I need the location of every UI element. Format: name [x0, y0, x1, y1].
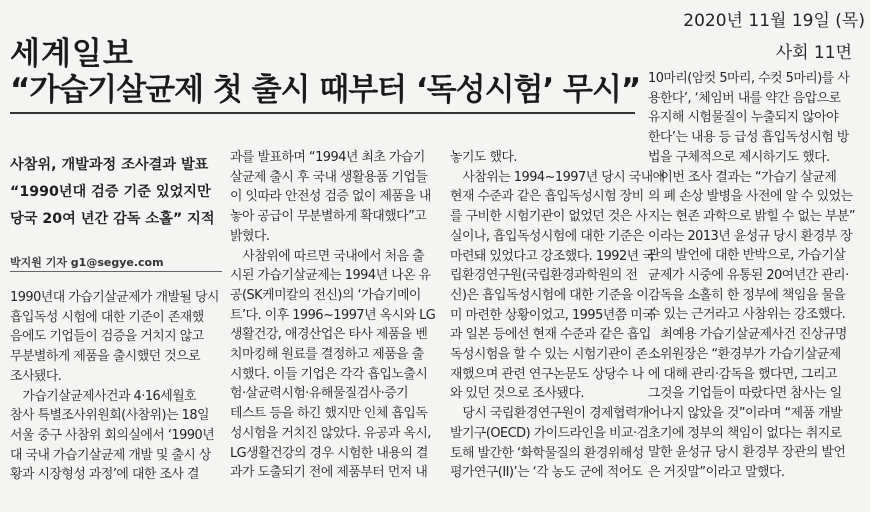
text-line: 1990년대 가습기살균제가 개발될 당시	[10, 290, 219, 305]
text-line: 참사 특별조사위원회(사참위)는 18일	[10, 408, 209, 424]
text-line: 최예용 가습기살균제사건 진상규명	[648, 327, 847, 343]
text-line: 법을 구체적으로 제시하기도 했다.	[648, 149, 830, 165]
text-line: 그것을 기업들이 따랐다면 참사는 일	[648, 386, 842, 402]
article-subhead	[10, 152, 225, 233]
text-line: 어나지 않았을 것”이라며 “제품 개발	[648, 405, 843, 421]
text-line: 성시험을 거치진 않았다. 유공과 옥시,	[230, 425, 431, 441]
text-line: 대 국내 가습기살균제 개발 및 출시 상	[10, 447, 211, 463]
text-line: 밝혔다.	[230, 228, 270, 244]
text-line: 용한다’, ‘체임버 내를 약간 음압으로	[648, 90, 841, 106]
text-line: 초기에 정부의 책임이 없다는 취지로	[648, 425, 842, 441]
text-line: 수 있는 근거라고 사참위는 강조했다.	[648, 307, 846, 323]
article-headline: “가습기살균제 첫 출시 때부터 ‘독성시험’ 무시”	[10, 72, 641, 108]
text-line: 은 거짓말”이라고 말했다.	[648, 465, 785, 481]
text-line: 시했다. 이들 기업은 각각 흡입노출시	[230, 366, 428, 382]
text-line: 10마리(암컷 5마리, 수컷 5마리)를 사	[648, 71, 850, 86]
text-line: 립환경연구원(국립환경과학원의 전	[450, 268, 638, 284]
text-line: 시된 가습기살균제는 1994년 나온 유	[230, 268, 431, 284]
text-line: 이 잇따라 안전성 검증 없이 제품을 내	[230, 189, 431, 205]
publication-date: 2020년 11월 19일 (목)	[683, 11, 865, 31]
article-column-4	[648, 69, 858, 483]
subhead-line: “1990년대 검증 기준 있었지만	[10, 184, 211, 200]
text-line: 살균제 출시 후 국내 생활용품 기업들	[230, 169, 428, 185]
text-line: 가습기살균제사건과 4·16세월호	[10, 388, 197, 404]
text-line: 독성시험을 할 수 있는 시험기관이 존	[450, 347, 648, 363]
byline-divider	[10, 271, 222, 272]
article-column-3	[450, 148, 665, 483]
text-line: 발기구(OECD) 가이드라인을 비교·검	[450, 425, 649, 441]
text-line: LG생활건강의 경우 시험한 내용의 결	[230, 445, 428, 461]
headline-divider	[10, 112, 635, 114]
text-line: 과가 도출되기 전에 제품부터 먼저 내	[230, 465, 428, 481]
text-line: 황과 시장형성 과정’에 대한 조사 결	[10, 467, 199, 483]
text-line: 실이나, 흡입독성시험에 대한 기준은	[450, 228, 644, 244]
text-line: 와 있던 것으로 조사됐다.	[450, 386, 584, 402]
text-line: 마련돼 있었다고 강조했다. 1992년 국	[450, 248, 655, 264]
text-line: 현재 수준과 같은 흡입독성시험 장비	[450, 189, 644, 205]
text-line: 이라는 2013년 윤성규 당시 환경부 장	[648, 228, 853, 244]
text-line: 험·살균력시험·유해물질검사·증기	[230, 386, 409, 402]
subhead-line: 당국 20여 년간 감독 소홀” 지적	[10, 211, 215, 227]
text-line: 사참위는 1994∼1997년 당시 국내에	[450, 169, 665, 185]
article-column-1	[10, 288, 222, 485]
text-line: 조사됐다.	[10, 368, 62, 384]
text-line: 감독을 소홀히 한 정부에 책임을 물을	[648, 287, 846, 303]
text-line: 당시 국립환경연구원이 경제협력개	[450, 406, 649, 422]
text-line: 재했으며 관련 연구논문도 상당수 나	[450, 366, 644, 382]
text-line: 생활건강, 애경산업은 타사 제품을 벤	[230, 327, 428, 343]
subhead-line: 사참위, 개발과정 조사결과 발표	[10, 157, 209, 173]
text-line: 사참위에 따르면 국내에서 처음 출	[230, 248, 425, 264]
section-page: 사회 11면	[775, 43, 852, 63]
text-line: 를 구비한 시험기관이 없었던 것은 사	[450, 209, 648, 225]
text-line: 유지해 시험물질이 누출되지 않아야	[648, 110, 839, 126]
text-line: 음에도 기업들이 검증을 거치지 않고	[10, 329, 204, 345]
reporter-byline: 박지원 기자 g1@segye.com	[10, 256, 164, 269]
text-line: 테스트 등을 하긴 했지만 인체 흡입독	[230, 406, 428, 422]
text-line: 무분별하게 제품을 출시했던 것으로	[10, 349, 201, 365]
text-line: 평가연구(II)’는 ‘각 농도 군에 적어도	[450, 465, 643, 481]
text-line: 신)은 흡입독성시험에 대한 기준을 이	[450, 287, 649, 303]
text-line: 트’다. 이후 1996∼1997년 옥시와 LG	[230, 307, 436, 323]
text-line: 에 대해 관리·감독을 했다면, 그리고	[648, 366, 837, 382]
text-line: 치마킹해 원료를 결정하고 제품을 출	[230, 347, 424, 363]
newspaper-logo: 세계일보	[10, 36, 134, 72]
text-line: 공(SK케미칼의 전신)의 ‘가습기메이	[230, 287, 421, 303]
text-line: 소위원장은 “환경부가 가습기살균제	[648, 346, 841, 362]
text-line: 관의 발언에 대한 반박으로, 가습기살	[648, 248, 846, 264]
text-line: 말한 윤성규 당시 환경부 장관의 발언	[648, 445, 846, 461]
text-line: 놓기도 했다.	[450, 150, 517, 165]
text-line: 과를 발표하며 “1994년 최초 가습기	[230, 150, 425, 165]
text-line: 과 일본 등에선 현재 수준과 같은 흡입	[450, 327, 651, 343]
text-line: 지는 현존 과학으로 밝힐 수 없는 부분”	[648, 208, 856, 224]
text-line: 미 마련한 상황이었고, 1995년쯤 미국	[450, 307, 655, 323]
text-line: 이번 조사 결과는 “가습기 살균제	[648, 169, 837, 185]
text-line: 균제가 시중에 유통된 20여년간 관리·	[648, 268, 849, 284]
text-line: 의 폐 손상 발병을 사전에 알 수 있었는	[648, 189, 853, 205]
text-line: 놓아 공급이 무분별하게 확대했다”고	[230, 209, 427, 225]
text-line: 서울 중구 사참위 회의실에서 ‘1990년	[10, 427, 215, 443]
text-line: 토해 발간한 ‘화학물질의 환경위해성	[450, 445, 644, 461]
text-line: 흡입독성 시험에 대한 기준이 존재했	[10, 309, 204, 325]
article-column-2	[230, 148, 440, 483]
text-line: 한다’는 내용 등 급성 흡입독성시험 방	[648, 130, 849, 146]
